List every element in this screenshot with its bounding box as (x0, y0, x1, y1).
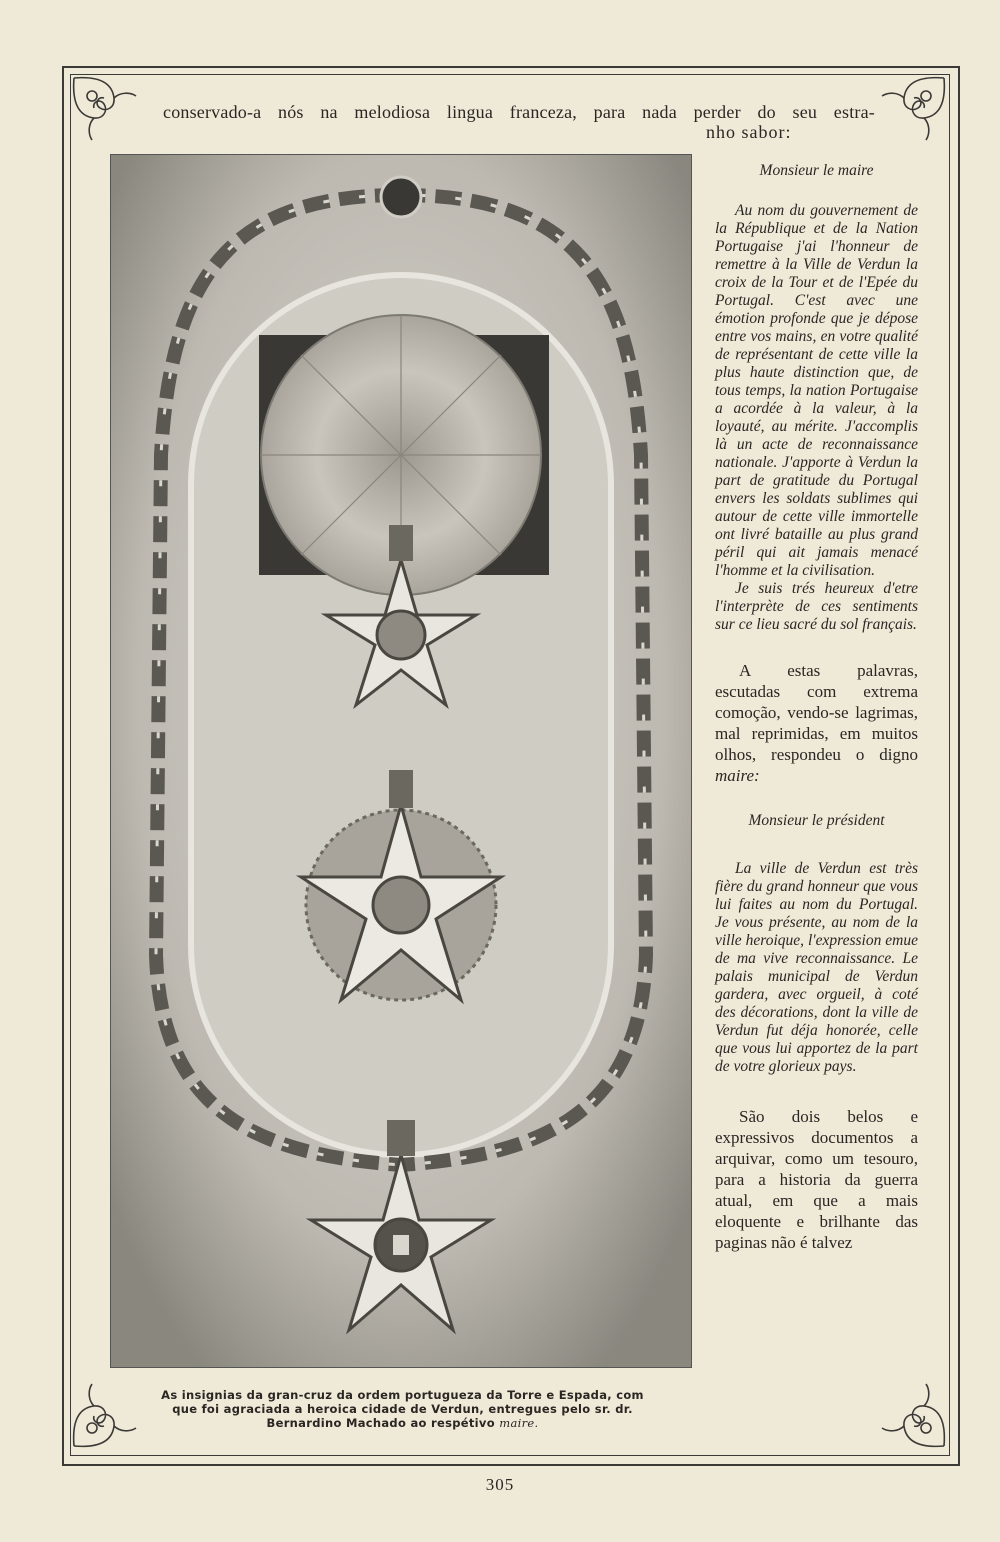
header-text-line1: conservado-a nós na melodiosa lingua franceza, para nada perder do seu estra- (163, 102, 875, 122)
caption-text: As insignias da gran-cruz da ordem portugueza da Torre e Espada, com que foi agraciada a heroica cidade de Verdun, entregues pelo sr. dr. Bernardino Machado ao respétivo (161, 1388, 644, 1430)
narrative-paragraph-1 (715, 660, 918, 786)
corner-ornament-bottom-right (876, 1378, 950, 1452)
photo-caption (150, 1388, 655, 1430)
corner-ornament-bottom-left (68, 1378, 142, 1452)
caption-italic: maire. (499, 1416, 539, 1430)
right-column (715, 162, 918, 1253)
page-number: 305 (485, 1475, 515, 1494)
salutation-president: Monsieur le président (748, 812, 885, 829)
french-letter-2: La ville de Verdun est très fière du grand honneur que vous lui faites au nom du Portugal. Je vous présente, au nom de la ville heroique, l'expression emue de ma vive reconnaissance. Le palais municipal de Verdun gardera, avec orgueil, à coté des décorations, dont la ville de Verdun fut déja honorée, celle que vous lui apportez de la part de votre glorieux pays. (715, 860, 918, 1075)
narrative-1-italic: maire: (715, 766, 760, 785)
corner-ornament-top-left (68, 72, 142, 146)
corner-ornament-top-right (876, 72, 950, 146)
narrative-paragraph-2: São dois belos e expressivos documentos a arquivar, como um tesouro, para a historia da guerra atual, em que a mais eloquente e brilhante das paginas não é talvez (715, 1107, 918, 1252)
header-text-line2: nho sabor: (706, 122, 792, 142)
french-letter-1: Au nom du gouvernement de la République et de la Nation Portugaise j'ai l'honneur de remettre à la Ville de Verdun la croix de la Tour et de l'Epée du Portugal. C'est avec une émotion profonde que je dépose entre vos mains, en votre qualité de représentant de cette ville la plus haute distinction que, de tous temps, la nation Portugaise a acordée à la valeur, à la loyauté, au mérite. J'accomplis là un acte de reconnaissance nationale. J'apporte à Verdun la part de gratitude du Portugal envers les soldats sublimes qui autour de cette ville immortelle ont livré bataille au plus grand péril qui ait jamais menacé l'homme et la civilisation. (715, 202, 918, 579)
insignia-illustration (111, 155, 691, 1367)
salutation-maire: Monsieur le maire (759, 162, 874, 179)
insignia-photograph (110, 154, 692, 1368)
french-letter-1b: Je suis trés heureux d'etre l'interprète de ces sentiments sur ce lieu sacré du sol français. (715, 580, 918, 633)
narrative-1-text: A estas palavras, escutadas com extrema comoção, vendo-se lagrimas, mal reprimidas, em muitos olhos, respondeu o digno (715, 661, 918, 764)
